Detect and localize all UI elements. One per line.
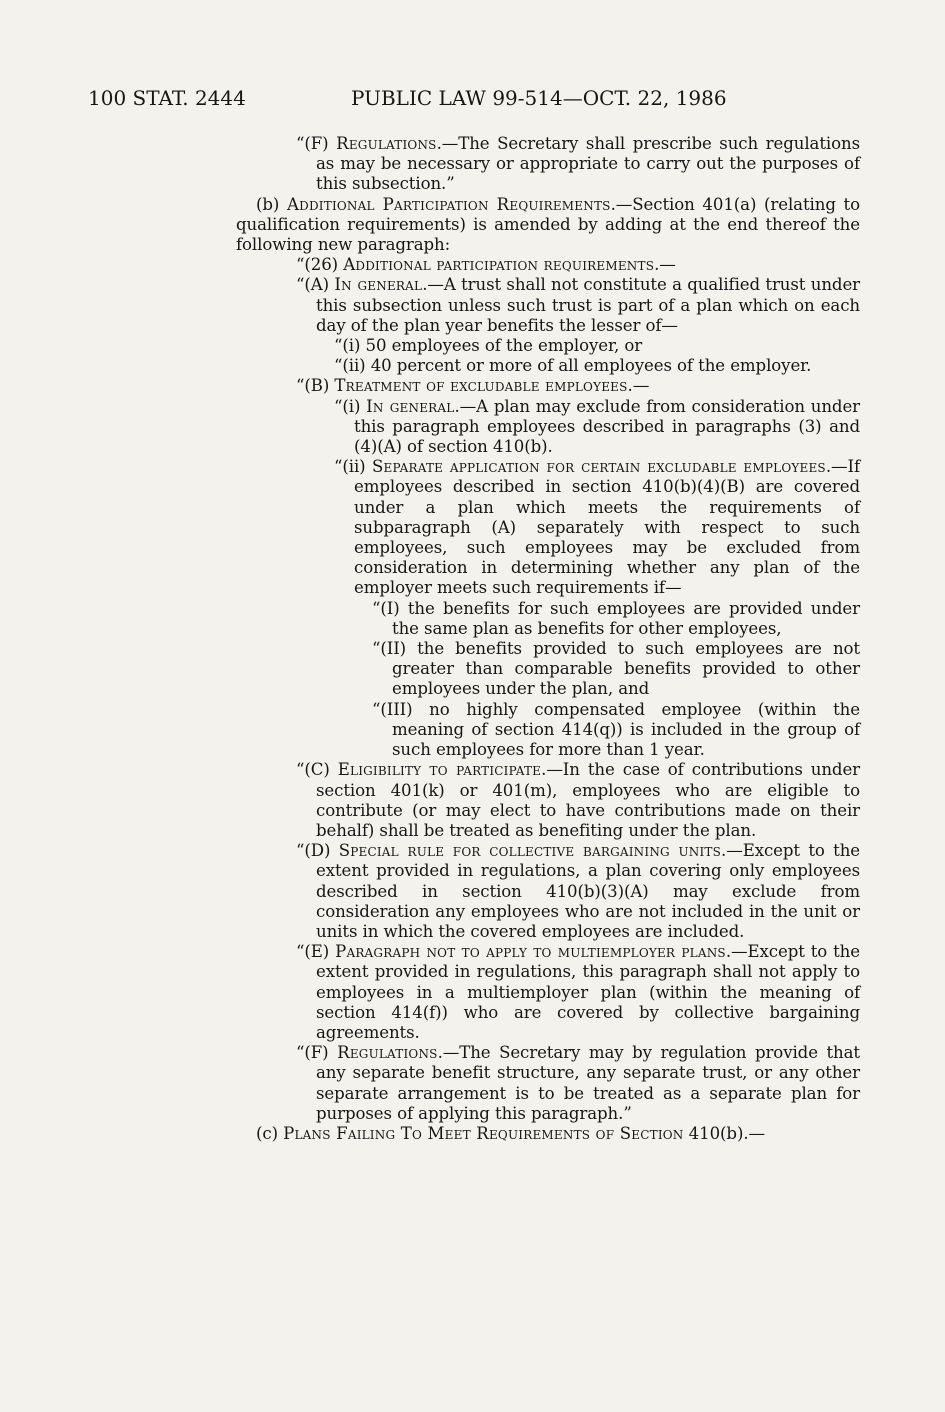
para-e-multiemployer: “(E) Paragraph not to apply to multiemployer plans.—Except to the extent provided in regulations, this paragraph shall not apply to employees in a multiemployer plan (within the meaning of section 414(f)) who are covered by collective bargaining agreements. <box>296 942 860 1042</box>
para-f-regulations-separate-plan: “(F) Regulations.—The Secretary may by regulation provide that any separate benefit structure, any separate trust, or any other separate arrangement is to be treated as a separate plan for purposes of applying this paragraph.” <box>296 1043 860 1123</box>
para-a-in-general: “(A) In general.—A trust shall not constitute a qualified trust under this subsection unless such trust is part of a plan which on each day of the plan year benefits the lesser of— <box>296 275 860 335</box>
para-b-additional-participation: (b) Additional Participation Requirements.—Section 401(a) (relating to qualification requirements) is amended by adding at the end thereof the following new paragraph: <box>236 194 861 255</box>
para-d-collective-bargaining: “(D) Special rule for collective bargaining units.—Except to the extent provided in regulations, a plan covering only employees described in section 410(b)(3)(A) may exclude from consideration any employees who are not included in the unit or units in which the covered employees are included. <box>296 841 860 941</box>
clause-ii-40-percent: “(ii) 40 percent or more of all employees of the employer. <box>334 356 812 376</box>
clause-ii-separate-application: “(ii) Separate application for certain excludable employees.—If employees described in section 410(b)(4)(B) are covered under a plan which meets the requirements of subparagraph (A) separately with respect to such employees, such employees may be excluded from consideration in determining whether any plan of the employer meets such requirements if— <box>334 457 860 598</box>
public-law-title: PUBLIC LAW 99-514—OCT. 22, 1986 <box>351 86 727 110</box>
para-c-eligibility: “(C) Eligibility to participate.—In the case of contributions under section 401(k) or 401(m), employees who are eligible to contribute (or may elect to have contributions made on their behalf) shall be treated as benefiting under the plan. <box>296 760 860 840</box>
subclause-i: “(I) the benefits for such employees are provided under the same plan as benefits for other employees, <box>372 598 860 638</box>
page-header <box>88 86 868 114</box>
subclause-iii: “(III) no highly compensated employee (within the meaning of section 414(q)) is included in the group of such employees for more than 1 year. <box>372 699 860 760</box>
statute-text <box>236 134 860 1144</box>
para-26-heading: “(26) Additional participation requirements.— <box>296 255 676 275</box>
subclause-ii: “(II) the benefits provided to such employees are not greater than comparable benefits provided to other employees under the plan, and <box>372 639 860 699</box>
para-c-plans-failing: (c) Plans Failing To Meet Requirements of Section 410(b).— <box>256 1123 765 1143</box>
clause-i-in-general: “(i) In general.—A plan may exclude from consideration under this paragraph employees described in paragraphs (3) and (4)(A) of section 410(b). <box>334 396 861 457</box>
para-b-treatment-excludable: “(B) Treatment of excludable employees.— <box>296 376 650 396</box>
clause-i-50-employees: “(i) 50 employees of the employer, or <box>334 336 643 356</box>
para-f-regulations: “(F) Regulations.—The Secretary shall prescribe such regulations as may be necessary or appropriate to carry out the purposes of this subsection.” <box>296 134 860 194</box>
stat-citation: 100 STAT. 2444 <box>88 86 246 110</box>
